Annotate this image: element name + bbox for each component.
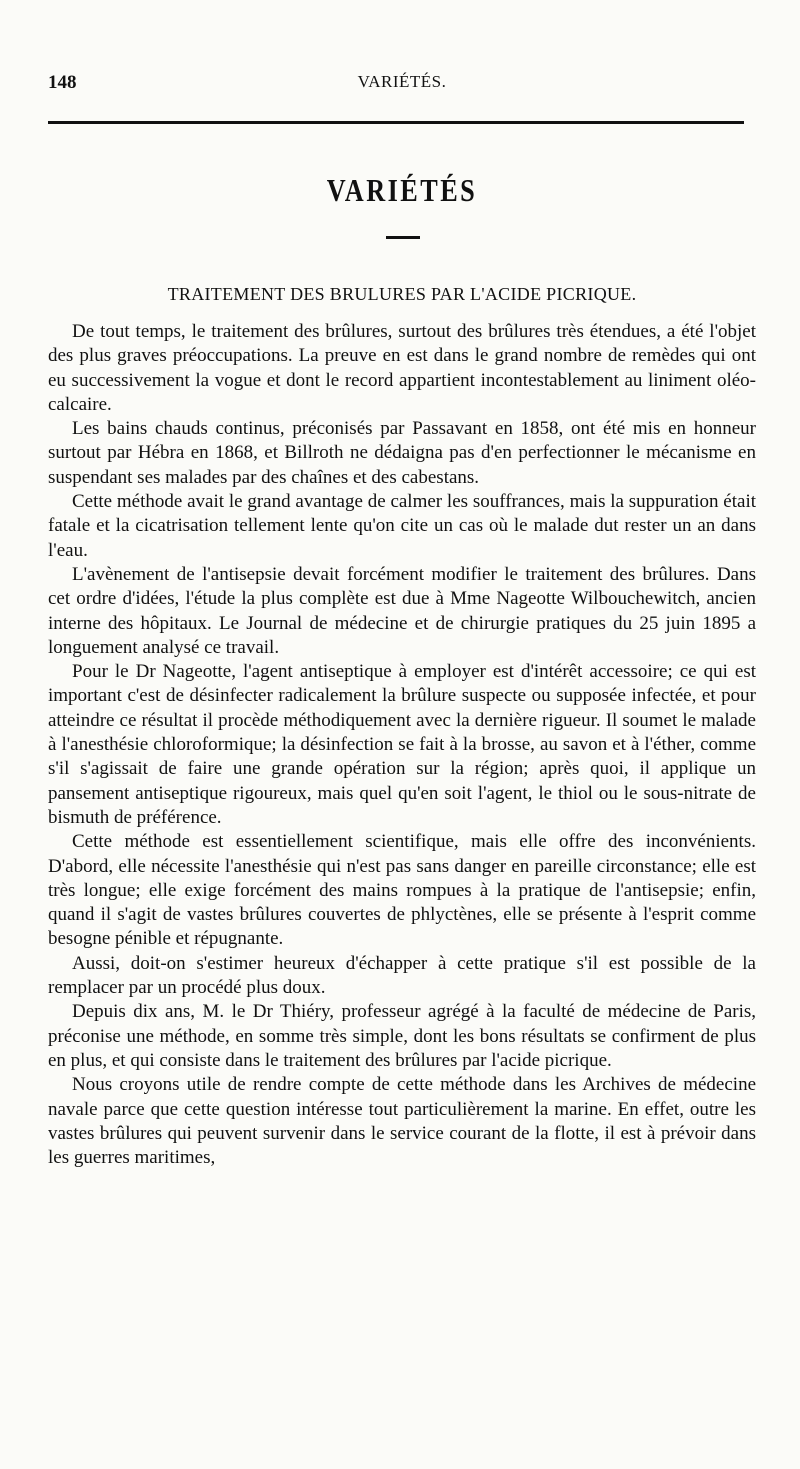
running-head <box>48 72 756 102</box>
page-number: 148 <box>48 72 77 93</box>
paragraph: L'avènement de l'antisepsie devait forcément modifier le traitement des brûlures. Dans cet ordre d'idées, l'étude la plus complète est due à Mme Nageotte Wilbouchewitch, ancien interne des hôpitaux. Le Journal de médecine et de chirurgie pratiques du 25 juin 1895 a longuement analysé ce travail. <box>48 563 756 658</box>
article-title: TRAITEMENT DES BRULURES PAR L'ACIDE PICRIQUE. <box>167 284 637 304</box>
paragraph: Depuis dix ans, M. le Dr Thiéry, professeur agrégé à la faculté de médecine de Paris, préconise une méthode, en somme très simple, dont les bons résultats se confirment de plus en plus, et qui consiste dans le traitement des brûlures par l'acide picrique. <box>48 1001 756 1071</box>
paragraph: De tout temps, le traitement des brûlures, surtout des brûlures très étendues, a été l'objet des plus graves préoccupations. La preuve en est dans le grand nombre de remèdes qui ont eu successivement la vogue et dont le record appartient incontestablement au liniment oléo-calcaire. <box>48 321 756 415</box>
paragraph: Pour le Dr Nageotte, l'agent antiseptique à employer est d'intérêt accessoire; ce qui est important c'est de désinfecter radicalement la brûlure suspecte ou supposée infectée, et pour atteindre ce résultat il procède méthodiquement avec la dernière rigueur. Il soumet le malade à l'anesthésie chloroformique; la désinfection se fait à la brosse, au savon et à l'éther, comme s'il s'agissait de faire une grande opération sur la région; après quoi, il applique un pansement antiseptique rigoureux, mais quel qu'en soit l'agent, le thiol ou le sous-nitrate de bismuth de préférence. <box>48 661 756 828</box>
paragraph: Les bains chauds continus, préconisés par Passavant en 1858, ont été mis en honneur surtout par Hébra en 1868, et Billroth ne dédaigna pas d'en perfectionner le mécanisme en suspendant ses malades par des chaînes et des cabestans. <box>48 418 756 488</box>
header-rule <box>48 121 744 124</box>
running-title: VARIÉTÉS. <box>357 72 447 91</box>
article-body <box>48 320 756 1170</box>
paragraph: Aussi, doit-on s'estimer heureux d'échapper à cette pratique s'il est possible de la remplacer par un procédé plus doux. <box>48 952 756 999</box>
paragraph: Nous croyons utile de rendre compte de cette méthode dans les Archives de médecine navale parce que cette question intéresse tout particulièrement la marine. En effet, outre les vastes brûlures qui peuvent survenir dans le service courant de la flotte, il est à prévoir dans les guerres maritimes, <box>48 1074 756 1169</box>
paragraph: Cette méthode avait le grand avantage de calmer les souffrances, mais la suppuration était fatale et la cicatrisation tellement lente qu'on cite un cas où le malade dut rester un an dans l'eau. <box>48 491 756 561</box>
title-divider <box>386 236 420 239</box>
document-page <box>48 0 756 1469</box>
section-title: VARIÉTÉS <box>326 172 478 208</box>
paragraph: Cette méthode est essentiellement scientifique, mais elle offre des inconvénients. D'abord, elle nécessite l'anesthésie qui n'est pas sans danger en pareille circonstance; elle est très longue; elle exige forcément des mains rompues à la pratique de l'antisepsie; enfin, quand il s'agit de vastes brûlures couvertes de phlyctènes, elle se présente à l'esprit comme besogne pénible et répugnante. <box>48 831 756 950</box>
